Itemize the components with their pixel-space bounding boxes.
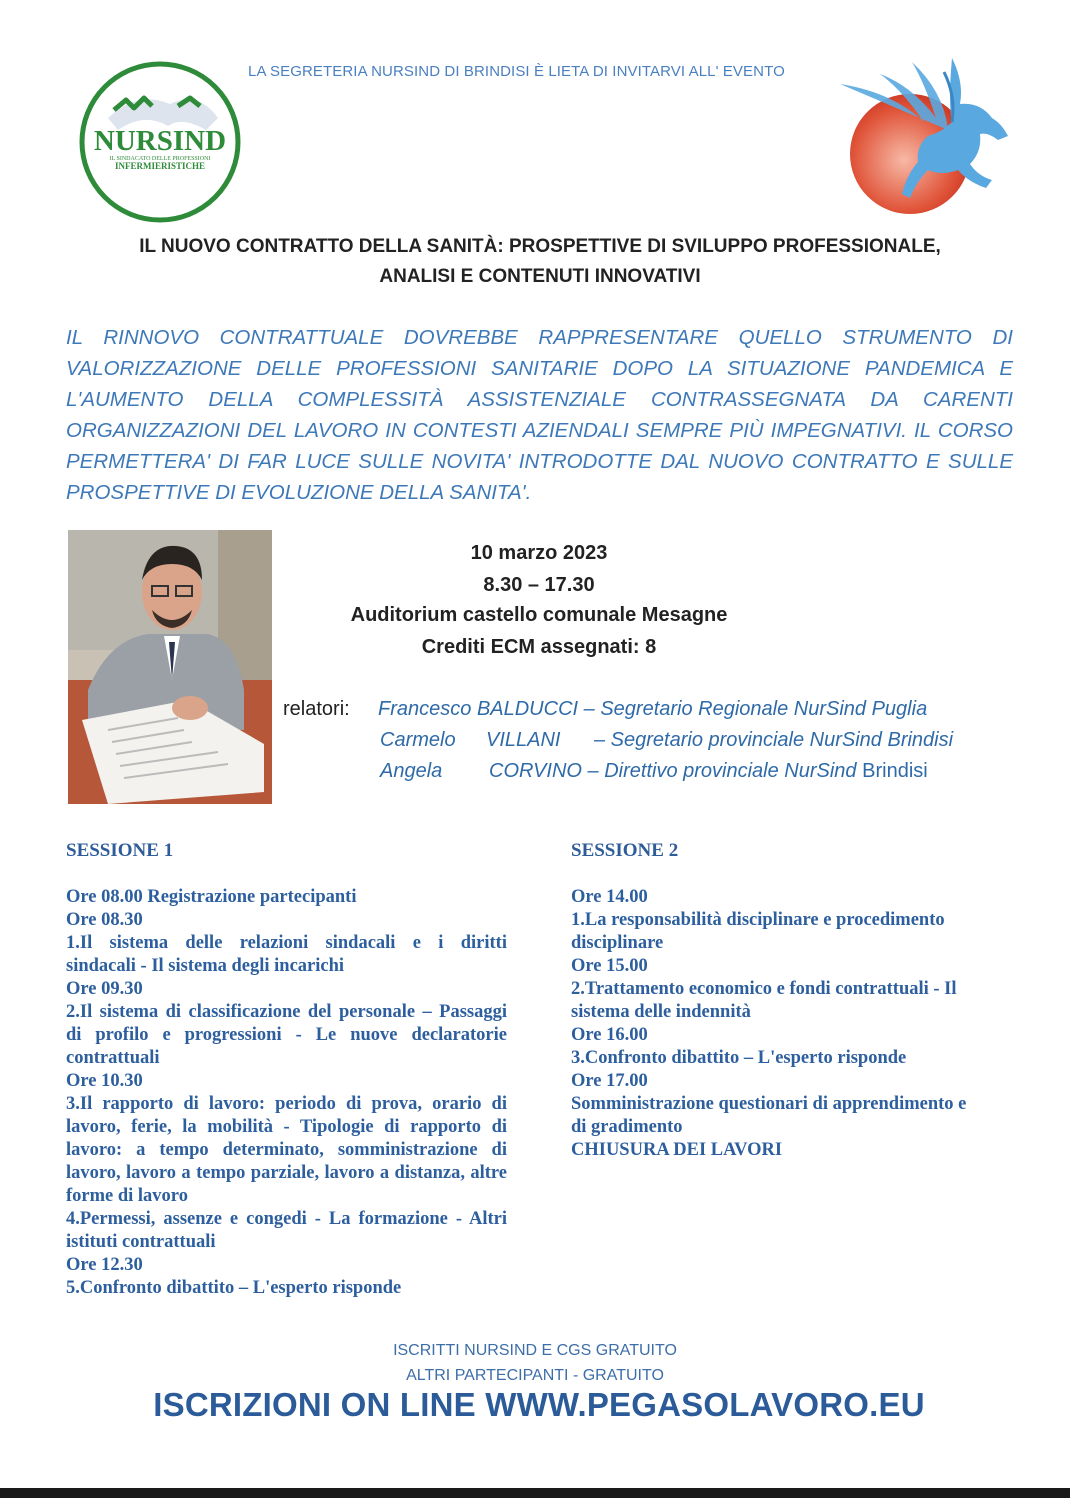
nursind-logo-text: NURSIND (93, 125, 227, 157)
footer-members-free: ISCRITTI NURSIND E CGS GRATUITO (393, 1342, 677, 1359)
speaker-first-name: Angela (380, 760, 443, 782)
program-line: Ore 10.30 (66, 1071, 143, 1091)
program-line: Ore 17.00 (571, 1071, 648, 1091)
program-line: CHIUSURA DEI LAVORI (571, 1140, 783, 1160)
speaker-role: – Segretario Regionale NurSind Puglia (583, 698, 928, 720)
program-line: 1.La responsabilità disciplinare e procedimento (571, 910, 945, 930)
program-line: contrattuali (66, 1048, 160, 1068)
program-line: istituti contrattuali (66, 1232, 216, 1252)
program-line: Ore 09.30 (66, 979, 143, 999)
program-line: Ore 16.00 (571, 1025, 648, 1045)
event-credits: Crediti ECM assegnati: 8 (421, 636, 657, 658)
speaker-first-name: Francesco (378, 698, 472, 720)
program-line: 3.Confronto dibattito – L'esperto risponde (571, 1048, 907, 1068)
program-line: 2.Trattamento economico e fondi contrattuali - Il (571, 979, 957, 999)
nursind-logo-subtext-1: IL SINDACATO DELLE PROFESSIONI (109, 156, 211, 162)
session-2-program (571, 886, 991, 1162)
intro-line: PERMETTERA' DI FAR LUCE SULLE NOVITA' INTRODOTTE DAL NUOVO CONTRATTO E SULLE (66, 450, 1013, 473)
program-line: Ore 08.30 (66, 910, 143, 930)
speaker-role: – Segretario provinciale NurSind Brindisi (594, 729, 954, 751)
program-line: 2.Il sistema di classificazione del personale – Passaggi (66, 1002, 507, 1022)
speaker-role-tail: Brindisi (862, 760, 928, 782)
speaker-last-name: BALDUCCI (476, 698, 579, 720)
event-time: 8.30 – 17.30 (483, 574, 595, 596)
nursind-logo (78, 60, 242, 224)
program-line: 3.Il rapporto di lavoro: periodo di prova, orario di (66, 1094, 507, 1114)
intro-line: L'AUMENTO DELLA COMPLESSITÀ ASSISTENZIALE CONTRASSEGNATA DA CARENTI (66, 388, 1013, 411)
program-line: lavoro, lavoro a tempo parziale, lavoro a distanza, altre (66, 1163, 507, 1183)
program-line: lavoro, ferie, la mobilità - Tipologie di rapporto di (66, 1117, 507, 1137)
nursind-logo-subtext-2: INFERMIERISTICHE (114, 161, 206, 171)
program-line: 5.Confronto dibattito – L'esperto risponde (66, 1278, 402, 1298)
session-2-title: SESSIONE 2 (571, 840, 679, 861)
program-line: forme di lavoro (66, 1186, 188, 1206)
intro-line: IL RINNOVO CONTRATTUALE DOVREBBE RAPPRESENTARE QUELLO STRUMENTO DI (66, 326, 1013, 349)
program-line: 1.Il sistema delle relazioni sindacali e i diritti (66, 933, 507, 953)
speakers-label: relatori: (283, 698, 350, 720)
program-line: Ore 15.00 (571, 956, 648, 976)
session-1-title: SESSIONE 1 (66, 840, 174, 861)
intro-line: VALORIZZAZIONE DELLE PROFESSIONI SANITARIE DOPO LA SITUAZIONE PANDEMICA E (66, 357, 1013, 380)
intro-line: PROSPETTIVE DI EVOLUZIONE DELLA SANITA'. (66, 481, 532, 504)
program-line: di gradimento (571, 1117, 683, 1137)
speaker-last-name: VILLANI (486, 729, 561, 751)
program-line: di profilo e progressioni - Le nuove declaratorie (66, 1025, 507, 1045)
program-line: lavoro: a tempo determinato, somministrazione di (66, 1140, 507, 1160)
program-line: Ore 08.00 Registrazione partecipanti (66, 887, 357, 907)
speaker-first-name: Carmelo (380, 729, 456, 751)
footer-others-free: ALTRI PARTECIPANTI - GRATUITO (406, 1367, 664, 1384)
event-date: 10 marzo 2023 (470, 542, 608, 564)
program-line: disciplinare (571, 933, 664, 953)
speaker-photo (68, 530, 272, 804)
program-line: Ore 12.30 (66, 1255, 143, 1275)
speaker-role: – Direttivo provinciale NurSind (587, 760, 857, 782)
program-line: Ore 14.00 (571, 887, 648, 907)
program-line: sistema delle indennità (571, 1002, 751, 1022)
pegasus-logo (832, 52, 1022, 220)
event-title-line-1: IL NUOVO CONTRATTO DELLA SANITÀ: PROSPETTIVE DI SVILUPPO PROFESSIONALE, (139, 236, 941, 257)
bottom-edge-bar (0, 1488, 1070, 1498)
intro-line: ORGANIZZAZIONI DEL LAVORO IN CONTESTI AZIENDALI SEMPRE PIÙ IMPEGNATIVI. IL CORSO (66, 419, 1013, 442)
program-line: Somministrazione questionari di apprendimento e (571, 1094, 967, 1114)
program-line: sindacali - Il sistema degli incarichi (66, 956, 345, 976)
event-title-line-2: ANALISI E CONTENUTI INNOVATIVI (379, 266, 701, 287)
speaker-last-name: CORVINO (489, 760, 582, 782)
speaker-row (380, 729, 953, 752)
speaker-row (378, 698, 927, 721)
program-line: 4.Permessi, assenze e congedi - La formazione - Altri (66, 1209, 507, 1229)
session-1-program (66, 886, 507, 1300)
speaker-row (380, 760, 928, 783)
event-venue: Auditorium castello comunale Mesagne (350, 604, 728, 626)
invite-line: LA SEGRETERIA NURSIND DI BRINDISI È LIETA DI INVITARVI ALL' EVENTO (248, 63, 785, 80)
registration-link[interactable]: ISCRIZIONI ON LINE WWW.PEGASOLAVORO.EU (153, 1386, 925, 1423)
